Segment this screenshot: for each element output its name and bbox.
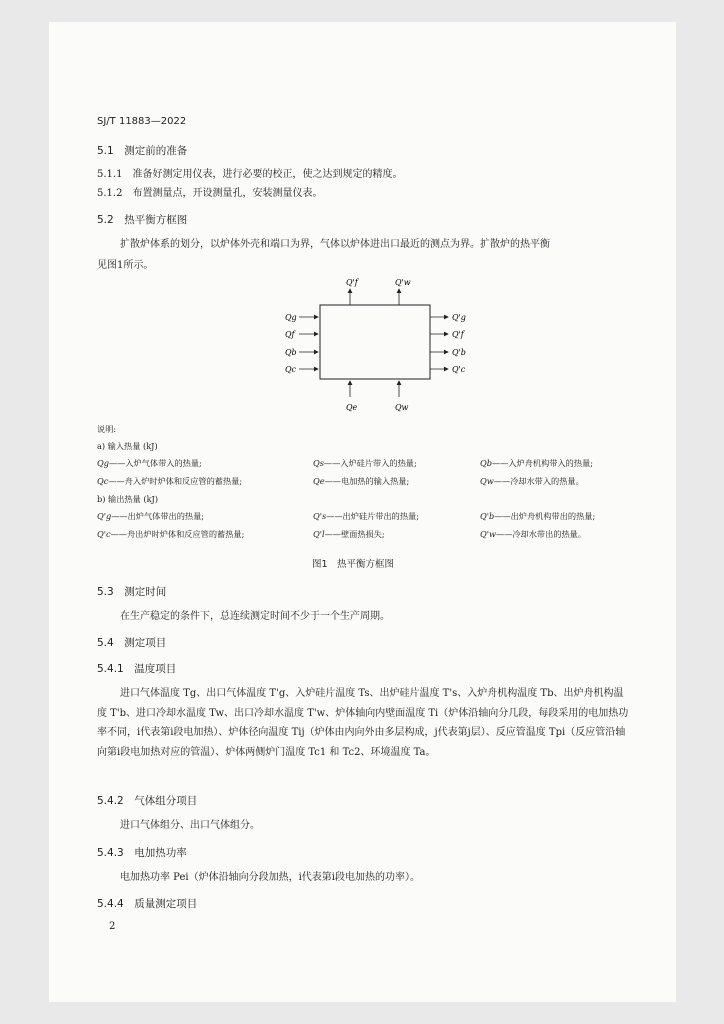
section-5-4-1-heading: [97, 661, 176, 676]
legend-desc: ——出炉气体带出的热量;: [111, 511, 205, 521]
heat-balance-diagram: [280, 275, 470, 420]
clause-5-1-2: [97, 184, 322, 203]
left-label: Qb: [285, 348, 297, 357]
legend-row: [97, 476, 242, 487]
legend-row: [313, 529, 385, 540]
section-number: 5.4.3: [97, 847, 124, 859]
legend-symbol: Qs: [313, 458, 324, 468]
legend-title: 说明:: [97, 424, 117, 434]
legend-row: [97, 458, 202, 469]
section-title: 电加热功率: [134, 847, 187, 859]
legend-symbol: Q'w: [480, 529, 496, 539]
legend-row: [480, 476, 584, 487]
section-number: 5.4: [97, 637, 114, 649]
section-number: 5.2: [97, 214, 114, 226]
section-5-1-heading: [97, 143, 187, 158]
legend-row: [480, 529, 586, 540]
paragraph-line: 见图1所示。: [97, 260, 154, 271]
section-number: 5.4.2: [97, 795, 124, 807]
paragraph-line: 扩散炉体系的划分，以炉体外壳和端口为界，气体以炉体进出口最近的测点为界。扩散炉的热平衡: [120, 239, 550, 250]
legend-symbol: Qw: [480, 476, 494, 486]
legend-symbol: Qc: [97, 476, 109, 486]
legend-row: [97, 511, 204, 522]
right-outputs: [430, 313, 466, 374]
legend-desc: ——出炉硅片带出的热量;: [326, 511, 419, 521]
page-number: 2: [109, 921, 116, 932]
section-title: 质量测定项目: [134, 898, 198, 910]
clause-number: 5.1.2: [97, 188, 123, 199]
legend-desc: ——冷却水带出的热量。: [495, 529, 587, 539]
section-5-4-4-heading: [97, 896, 197, 911]
legend-row: [480, 511, 595, 522]
legend-symbol: Q'c: [97, 529, 111, 539]
figure-caption: 图1 热平衡方框图: [312, 559, 395, 570]
temperature-items-paragraph: 进口气体温度 Tg、出口气体温度 T'g、入炉硅片温度 Ts、出炉硅片温度 T's、入炉舟机构温度 Tb、出炉舟机构温度 T'b、进口冷却水温度 Tw、出口冷却水温度 T'w、炉体轴向内壁面温度 Ti（炉体沿轴向分几段，每段采用的电加热功率不同，i代表第i段电加热）、炉体径向温度 Tij（炉体由内向外由多层构成，j代表第j层）、反应管温度 Tpi（反应管沿轴向第i段电加热对应的管温）、炉体两侧炉门温度 Tc1 和 Tc2、环境温度 Ta。: [97, 688, 629, 758]
top-label: Q'f: [346, 278, 358, 287]
legend-row: [97, 529, 244, 540]
clause-5-1-1: [97, 165, 402, 184]
legend-desc: ——电加热的输入热量;: [324, 476, 410, 486]
section-title: 测定时间: [124, 586, 167, 598]
section-5-4-2-heading: [97, 793, 197, 808]
clause-number: 5.1.1: [97, 169, 123, 180]
legend-desc: ——入炉硅片带入的热量;: [323, 458, 417, 468]
legend-row: [313, 511, 419, 522]
section-5-4-3-heading: [97, 845, 187, 860]
legend-desc: ——壁面热损失;: [324, 529, 385, 539]
legend-symbol: Qe: [313, 476, 325, 486]
paragraph-line: 在生产稳定的条件下，总连续测定时间不少于一个生产周期。: [120, 611, 390, 622]
legend-desc: ——出炉舟机构带出的热量;: [494, 511, 596, 521]
section-title: 气体组分项目: [134, 795, 198, 807]
left-label: Qf: [285, 330, 295, 339]
section-5-4-heading: [97, 635, 166, 650]
legend-symbol: Qb: [480, 458, 492, 468]
left-label: Qg: [285, 313, 297, 322]
standard-header: SJ/T 11883—2022: [97, 116, 187, 127]
right-label: Q'g: [452, 313, 466, 322]
right-label: Q'f: [452, 330, 464, 339]
section-title: 热平衡方框图: [124, 214, 188, 226]
legend-row: [313, 476, 409, 487]
legend-desc: ——舟入炉时炉体和反应管的蓄热量;: [108, 476, 243, 486]
clause-text: 布置测量点，开设测量孔，安装测量仪表。: [132, 188, 323, 199]
section-number: 5.3: [97, 586, 114, 598]
legend-desc: ——入炉舟机构带入的热量;: [491, 458, 593, 468]
legend-desc: ——入炉气体带入的热量;: [108, 458, 202, 468]
right-label: Q'c: [452, 365, 466, 374]
bottom-label: Qe: [346, 403, 358, 412]
left-inputs: [285, 313, 318, 374]
legend-row: [480, 458, 593, 469]
legend-symbol: Q's: [313, 511, 327, 521]
section-5-3-heading: [97, 584, 166, 599]
section-number: 5.1: [97, 145, 114, 157]
legend-symbol: Q'b: [480, 511, 495, 521]
legend-row: [313, 458, 417, 469]
top-label: Q'w: [395, 278, 411, 287]
legend-symbol: Q'l: [313, 529, 325, 539]
legend-desc: ——舟出炉时炉体和反应管的蓄热量;: [110, 529, 245, 539]
legend-symbol: Qg: [97, 458, 109, 468]
section-5-2-heading: [97, 212, 187, 227]
section-number: 5.4.4: [97, 898, 124, 910]
legend-desc: ——冷却水带入的热量。: [493, 476, 584, 486]
section-title: 测定前的准备: [124, 145, 188, 157]
legend-symbol: Q'g: [97, 511, 112, 521]
legend-section-b: b) 输出热量 (kJ): [97, 494, 159, 504]
section-number: 5.4.1: [97, 663, 124, 675]
section-title: 温度项目: [134, 663, 177, 675]
paragraph-line: 进口气体组分、出口气体组分。: [120, 820, 260, 831]
right-label: Q'b: [452, 348, 466, 357]
legend-section-a: a) 输入热量 (kJ): [97, 441, 158, 451]
section-title: 测定项目: [124, 637, 167, 649]
bottom-label: Qw: [395, 403, 409, 412]
system-boundary-box: [320, 305, 430, 379]
left-label: Qc: [285, 365, 297, 374]
paragraph-line: 电加热功率 Pei（炉体沿轴向分段加热，i代表第i段电加热的功率）。: [120, 872, 420, 883]
clause-text: 准备好测定用仪表，进行必要的校正，使之达到规定的精度。: [132, 169, 403, 180]
